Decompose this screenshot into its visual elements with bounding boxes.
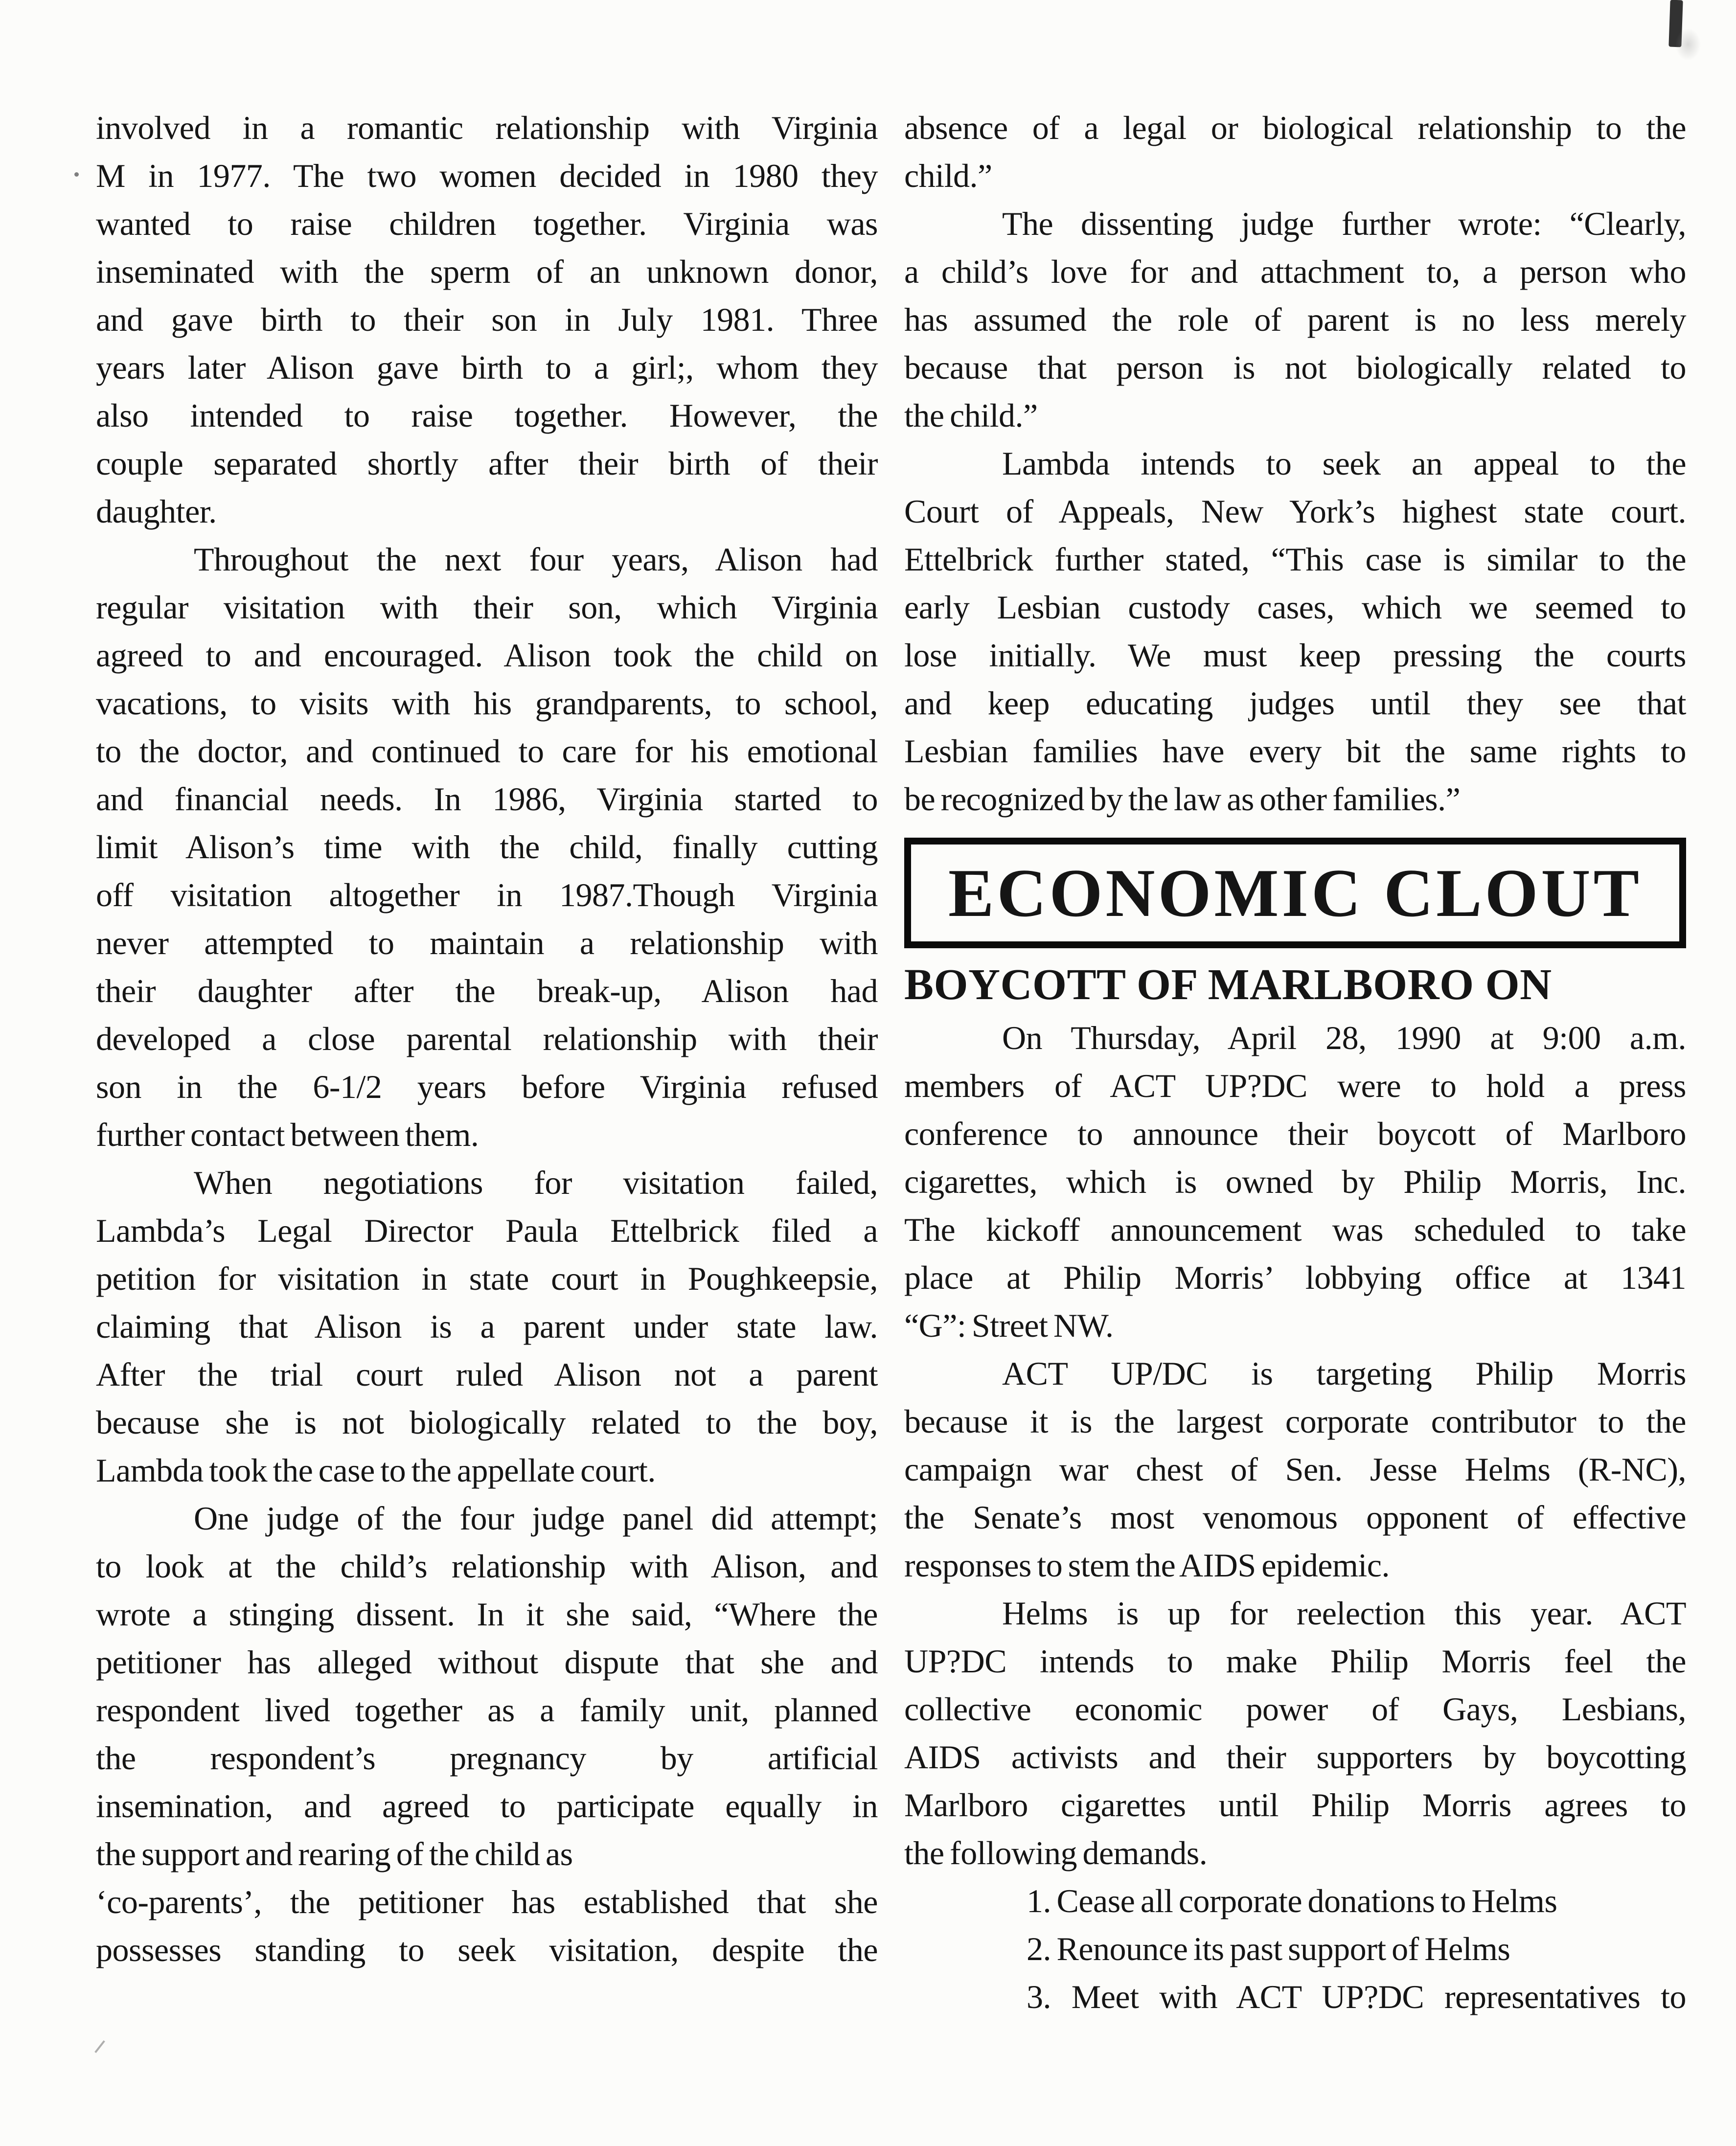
text-line: because she is not biologically related to the boy, bbox=[96, 1404, 878, 1441]
text-line: regular visitation with their son, which Virginia bbox=[96, 589, 878, 626]
text-line: M in 1977. The two women decided in 1980 they bbox=[96, 157, 878, 194]
text-line: responses to stem the AIDS epidemic. bbox=[904, 1547, 1390, 1584]
text-line: Lambda’s Legal Director Paula Ettelbrick filed a bbox=[96, 1212, 878, 1249]
text-line: insemination, and agreed to participate equally in bbox=[96, 1787, 878, 1825]
text-line: cigarettes, which is owned by Philip Morris, Inc. bbox=[904, 1163, 1686, 1200]
text-line: the support and rearing of the child as bbox=[96, 1835, 573, 1872]
text-line: vacations, to visits with his grandparents, to school, bbox=[96, 685, 878, 722]
text-line: further contact between them. bbox=[96, 1116, 479, 1153]
text-line: One judge of the four judge panel did attempt; bbox=[194, 1500, 878, 1537]
list-item: 3. Meet with ACT UP?DC representatives to bbox=[1027, 1978, 1686, 2015]
text-line: absence of a legal or biological relationship to the bbox=[904, 109, 1686, 146]
text-line: respondent lived together as a family unit, planned bbox=[96, 1691, 878, 1729]
text-line: Throughout the next four years, Alison had bbox=[194, 541, 878, 578]
text-line: to look at the child’s relationship with Alison, and bbox=[96, 1548, 878, 1585]
text-line: The dissenting judge further wrote: “Clearly, bbox=[1002, 205, 1686, 242]
paragraph bbox=[96, 535, 878, 1159]
text-line: early Lesbian custody cases, which we seemed to bbox=[904, 589, 1686, 626]
section-header-box bbox=[904, 838, 1686, 948]
text-line: the Senate’s most venomous opponent of effective bbox=[904, 1499, 1686, 1536]
text-line: to the doctor, and continued to care for his emotional bbox=[96, 732, 878, 770]
paragraph bbox=[96, 1159, 878, 1494]
text-line: “G”: Street NW. bbox=[904, 1307, 1114, 1344]
text-line: Ettelbrick further stated, “This case is similar to the bbox=[904, 541, 1686, 578]
text-line: After the trial court ruled Alison not a parent bbox=[96, 1356, 878, 1393]
text-line: has assumed the role of parent is no less merely bbox=[904, 301, 1686, 338]
text-line: a child’s love for and attachment to, a person who bbox=[904, 253, 1686, 290]
text-line: be recognized by the law as other families.” bbox=[904, 780, 1461, 818]
text-line: involved in a romantic relationship with Virginia bbox=[96, 109, 878, 146]
demands-list bbox=[904, 1877, 1686, 2021]
text-line: petitioner has alleged without dispute that she and bbox=[96, 1644, 878, 1681]
scan-speckle bbox=[74, 172, 79, 177]
text-line: When negotiations for visitation failed, bbox=[194, 1164, 878, 1201]
text-line: limit Alison’s time with the child, finally cutting bbox=[96, 828, 878, 866]
text-line: members of ACT UP?DC were to hold a press bbox=[904, 1067, 1686, 1104]
text-line: lose initially. We must keep pressing the courts bbox=[904, 637, 1686, 674]
text-line: developed a close parental relationship with their bbox=[96, 1020, 878, 1057]
text-line: place at Philip Morris’ lobbying office at 1341 bbox=[904, 1259, 1686, 1296]
left-column bbox=[96, 104, 878, 2021]
text-line: child.” bbox=[904, 157, 992, 194]
text-line: wrote a stinging dissent. In it she said, “Where the bbox=[96, 1596, 878, 1633]
text-line: and keep educating judges until they see that bbox=[904, 685, 1686, 722]
paragraph bbox=[904, 1014, 1686, 1349]
text-line: ‘co-parents’, the petitioner has established that she bbox=[96, 1883, 878, 1920]
right-column bbox=[904, 104, 1686, 2021]
section-title: ECONOMIC CLOUT bbox=[948, 855, 1642, 931]
text-line: On Thursday, April 28, 1990 at 9:00 a.m. bbox=[1002, 1019, 1686, 1056]
text-line: daughter. bbox=[96, 493, 217, 530]
text-line: and financial needs. In 1986, Virginia started to bbox=[96, 780, 878, 818]
list-item: 1. Cease all corporate donations to Helms bbox=[1027, 1882, 1557, 1919]
paragraph bbox=[904, 104, 1686, 200]
text-line: collective economic power of Gays, Lesbians, bbox=[904, 1690, 1686, 1728]
text-line: the following demands. bbox=[904, 1834, 1208, 1872]
text-line: ACT UP/DC is targeting Philip Morris bbox=[1002, 1355, 1686, 1392]
text-line: campaign war chest of Sen. Jesse Helms (R-NC), bbox=[904, 1451, 1686, 1488]
scan-artifact-smudge bbox=[1675, 28, 1701, 61]
article-subheading: BOYCOTT OF MARLBORO ON bbox=[904, 960, 1552, 1009]
text-line: AIDS activists and their supporters by boycotting bbox=[904, 1738, 1686, 1776]
text-line: petition for visitation in state court in Poughkeepsie, bbox=[96, 1260, 878, 1297]
text-line: possesses standing to seek visitation, despite the bbox=[96, 1931, 878, 1968]
text-line: Marlboro cigarettes until Philip Morris agrees to bbox=[904, 1786, 1686, 1824]
text-line: UP?DC intends to make Philip Morris feel the bbox=[904, 1643, 1686, 1680]
text-line: Lambda took the case to the appellate court. bbox=[96, 1452, 656, 1489]
text-line: agreed to and encouraged. Alison took the child on bbox=[96, 637, 878, 674]
paragraph bbox=[904, 1589, 1686, 1877]
text-line: son in the 6-1/2 years before Virginia refused bbox=[96, 1068, 878, 1105]
scan-speckle bbox=[94, 2040, 105, 2053]
paragraph bbox=[96, 1494, 878, 1974]
paragraph bbox=[904, 200, 1686, 439]
text-line: because that person is not biologically related to bbox=[904, 349, 1686, 386]
text-line: conference to announce their boycott of Marlboro bbox=[904, 1115, 1686, 1152]
text-line: wanted to raise children together. Virginia was bbox=[96, 205, 878, 242]
paragraph bbox=[96, 104, 878, 535]
text-line: because it is the largest corporate contributor to the bbox=[904, 1403, 1686, 1440]
text-line: inseminated with the sperm of an unknown donor, bbox=[96, 253, 878, 290]
list-item: 2. Renounce its past support of Helms bbox=[1027, 1930, 1510, 1967]
text-line: claiming that Alison is a parent under state law. bbox=[96, 1308, 878, 1345]
text-line: also intended to raise together. However, the bbox=[96, 397, 878, 434]
paragraph bbox=[904, 439, 1686, 823]
text-line: Court of Appeals, New York’s highest state court. bbox=[904, 493, 1686, 530]
text-line: couple separated shortly after their birth of their bbox=[96, 445, 878, 482]
text-line: never attempted to maintain a relationship with bbox=[96, 924, 878, 961]
text-line: the child.” bbox=[904, 397, 1038, 434]
paragraph bbox=[904, 1349, 1686, 1589]
text-line: Lesbian families have every bit the same rights to bbox=[904, 732, 1686, 770]
text-line: their daughter after the break-up, Alison had bbox=[96, 972, 878, 1009]
right-column-upper-paragraphs bbox=[904, 104, 1686, 823]
text-line: off visitation altogether in 1987.Though Virginia bbox=[96, 876, 878, 913]
text-line: The kickoff announcement was scheduled to take bbox=[904, 1211, 1686, 1248]
text-line: and gave birth to their son in July 1981. Three bbox=[96, 301, 878, 338]
text-line: the respondent’s pregnancy by artificial bbox=[96, 1739, 878, 1777]
text-line: Lambda intends to seek an appeal to the bbox=[1002, 445, 1686, 482]
text-line: years later Alison gave birth to a girl;, whom they bbox=[96, 349, 878, 386]
two-column-text-area bbox=[96, 104, 1686, 2021]
right-column-lower-paragraphs bbox=[904, 1014, 1686, 1877]
text-line: Helms is up for reelection this year. ACT bbox=[1002, 1595, 1686, 1632]
